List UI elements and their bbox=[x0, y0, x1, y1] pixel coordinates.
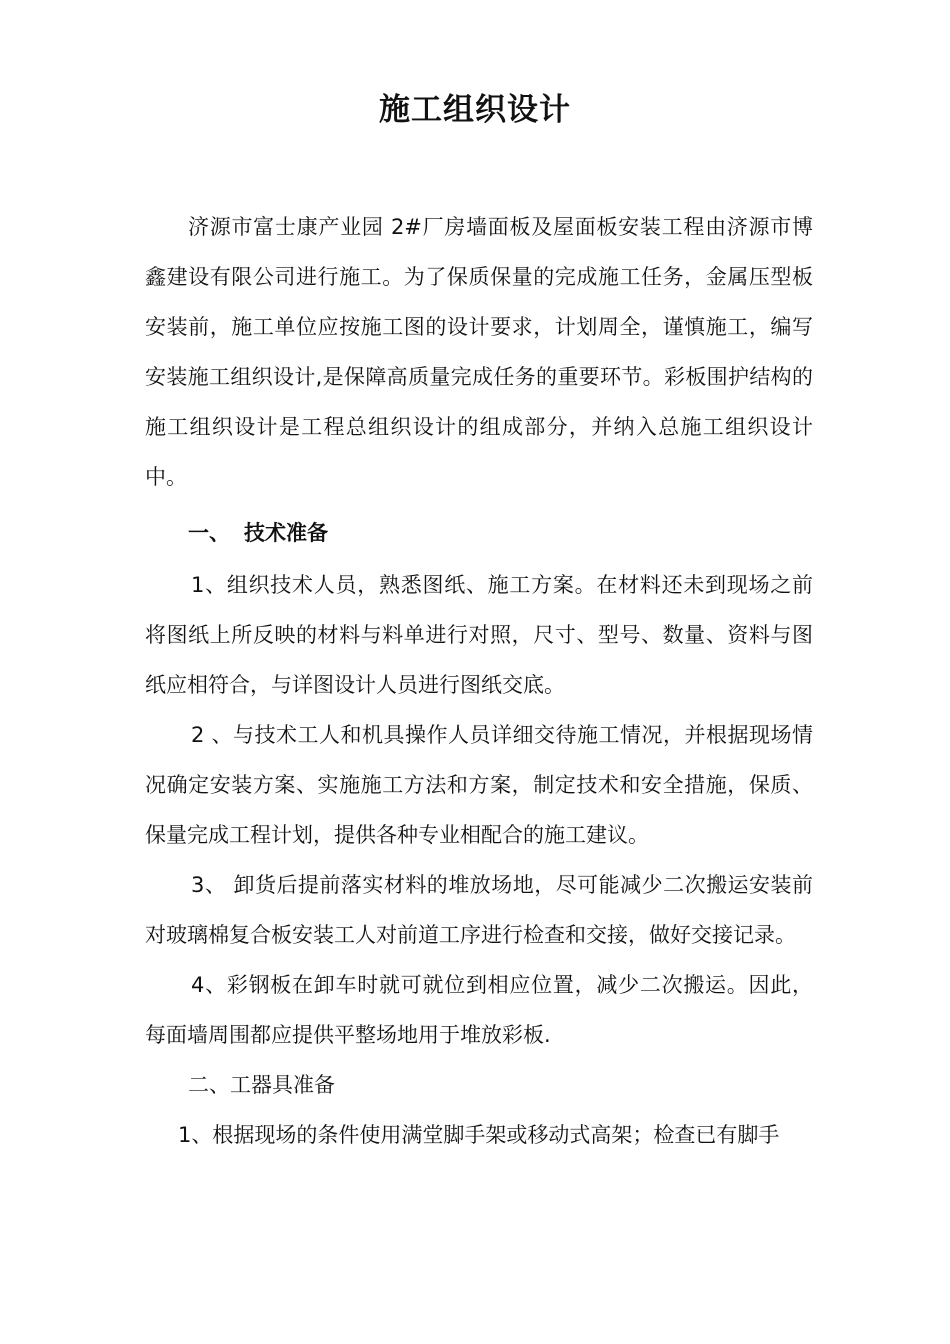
section-1-number: 一、 bbox=[188, 521, 230, 545]
section-1-item-4: 4、彩钢板在卸车时就可就位到相应位置，减少二次搬运。因此，每面墙周围都应提供平整场地用于堆放彩板. bbox=[145, 973, 813, 1047]
section-2-heading: 二、工器具准备 bbox=[188, 1073, 335, 1097]
section-2-item-1: 1、根据现场的条件使用满堂脚手架或移动式高架；检查已有脚手 bbox=[178, 1123, 780, 1147]
section-1-item-2: 2 、与技术工人和机具操作人员详细交待施工情况，并根据现场情况确定安装方案、实施施工方法和方案，制定技术和安全措施，保质、保量完成工程计划，提供各种专业相配合的施工建议。 bbox=[145, 723, 813, 847]
section-1-item-1: 1、组织技术人员，熟悉图纸、施工方案。在材料还未到现场之前将图纸上所反映的材料与料单进行对照，尺寸、型号、数量、资料与图纸应相符合，与详图设计人员进行图纸交底。 bbox=[145, 573, 813, 697]
section-1-item-3: 3、 卸货后提前落实材料的堆放场地，尽可能减少二次搬运安装前对玻璃棉复合板安装工人对前道工序进行检查和交接，做好交接记录。 bbox=[145, 873, 813, 947]
document-title: 施工组织设计 bbox=[379, 92, 571, 128]
section-1-title: 技术准备 bbox=[244, 521, 328, 545]
section-1-heading bbox=[145, 508, 813, 558]
document-body bbox=[145, 202, 813, 1160]
intro-paragraph: 济源市富士康产业园 2#厂房墙面板及屋面板安装工程由济源市博鑫建设有限公司进行施工。为了保质保量的完成施工任务，金属压型板安装前，施工单位应按施工图的设计要求，计划周全，谨慎施工，编写安装施工组织设计,是保障高质量完成任务的重要环节。彩板围护结构的施工组织设计是工程总组织设计的组成部分，并纳入总施工组织设计中。 bbox=[145, 215, 813, 489]
